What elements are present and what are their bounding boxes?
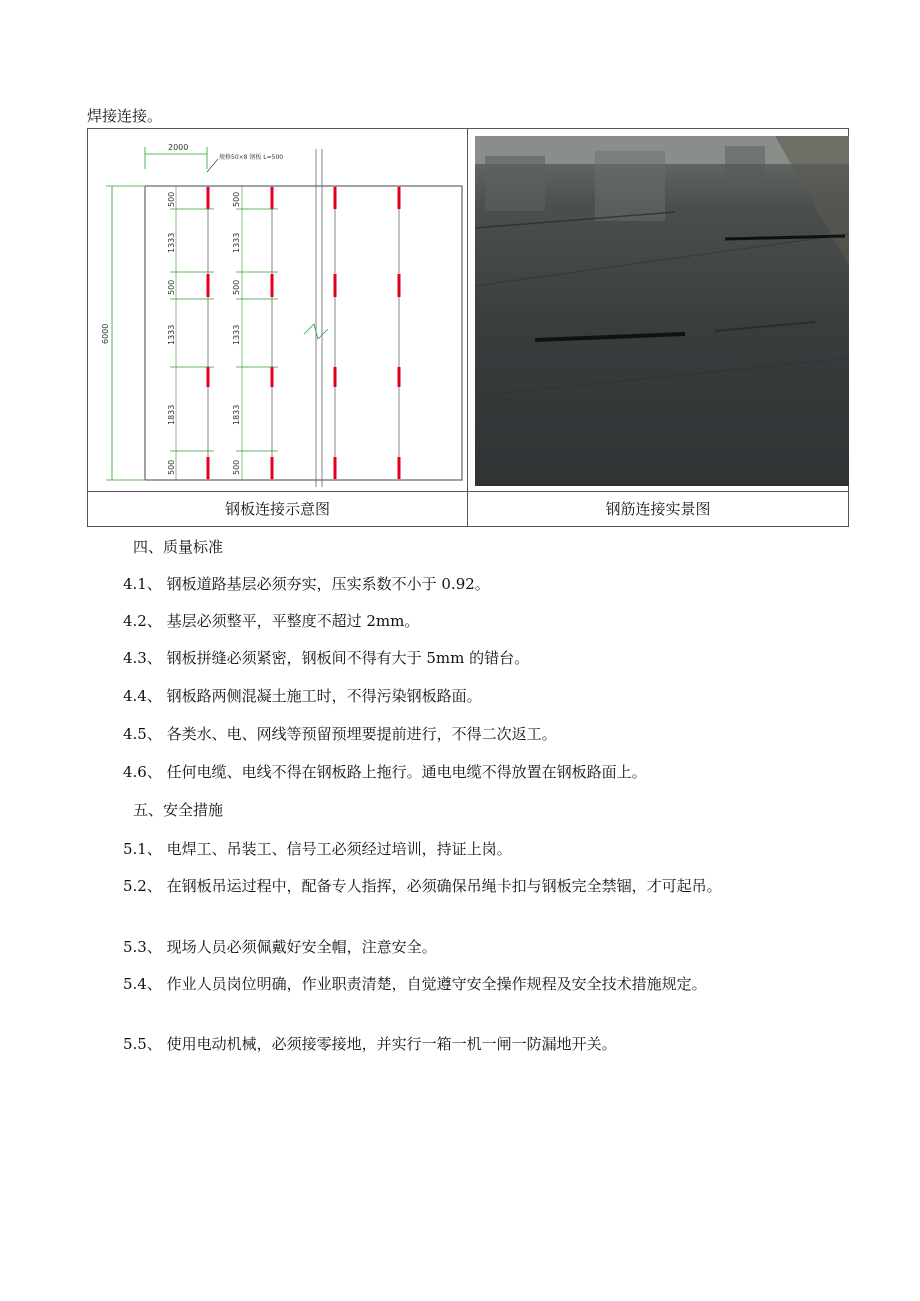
plate-spec-note: 规格50×8 钢板 L=500 [219, 154, 284, 161]
list-item: 5.5、 使用电动机械，必须接零接地，并实行一箱一机一闸一防漏地开关。 [123, 1035, 617, 1053]
segment-label: 1333 [167, 324, 176, 345]
list-item: 4.6、 任何电缆、电线不得在钢板路上拖行。通电电缆不得放置在钢板路面上。 [123, 763, 647, 781]
section-heading-safety: 五、安全措施 [133, 801, 224, 819]
site-photo-cell [468, 129, 848, 491]
lead-text: 焊接连接。 [87, 107, 163, 125]
segment-label: 1833 [167, 404, 176, 425]
steel-plate-road-photo [475, 136, 849, 486]
caption-row [88, 491, 848, 527]
segment-label: 500 [232, 191, 241, 207]
list-item: 5.3、 现场人员必须佩戴好安全帽，注意安全。 [123, 938, 437, 956]
list-item: 4.5、 各类水、电、网线等预留预埋要提前进行，不得二次返工。 [123, 725, 557, 743]
list-item: 5.2、 在钢板吊运过程中，配备专人指挥，必须确保吊绳卡扣与钢板完全禁锢，才可起吊。 [123, 877, 722, 895]
top-dimension-label: 2000 [168, 143, 189, 152]
segment-label: 500 [167, 191, 176, 207]
section-heading-quality: 四、质量标准 [133, 538, 224, 556]
segment-label: 1333 [167, 232, 176, 253]
segment-label: 500 [167, 279, 176, 295]
list-item: 4.4、 钢板路两侧混凝土施工时，不得污染钢板路面。 [123, 687, 482, 705]
height-dimension-label: 6000 [101, 323, 110, 344]
segment-label: 500 [232, 459, 241, 475]
list-item: 4.1、 钢板道路基层必须夯实，压实系数不小于 0.92。 [123, 575, 490, 593]
segment-label: 1333 [232, 324, 241, 345]
segment-label: 1833 [232, 404, 241, 425]
segment-label: 500 [167, 459, 176, 475]
segment-label: 1333 [232, 232, 241, 253]
list-item: 4.2、 基层必须整平，平整度不超过 2mm。 [123, 612, 420, 630]
connection-diagram [88, 129, 466, 489]
segment-label: 500 [232, 279, 241, 295]
list-item: 5.1、 电焊工、吊装工、信号工必须经过培训，持证上岗。 [123, 840, 512, 858]
list-item: 5.4、 作业人员岗位明确，作业职责清楚，自觉遵守安全操作规程及安全技术措施规定。 [123, 975, 707, 993]
left-caption: 钢板连接示意图 [88, 492, 468, 527]
right-caption: 钢筋连接实景图 [605, 500, 711, 518]
list-item: 4.3、 钢板拼缝必须紧密，钢板间不得有大于 5mm 的错台。 [123, 649, 530, 667]
figure-table [87, 128, 849, 527]
connection-diagram-cell [88, 129, 468, 491]
